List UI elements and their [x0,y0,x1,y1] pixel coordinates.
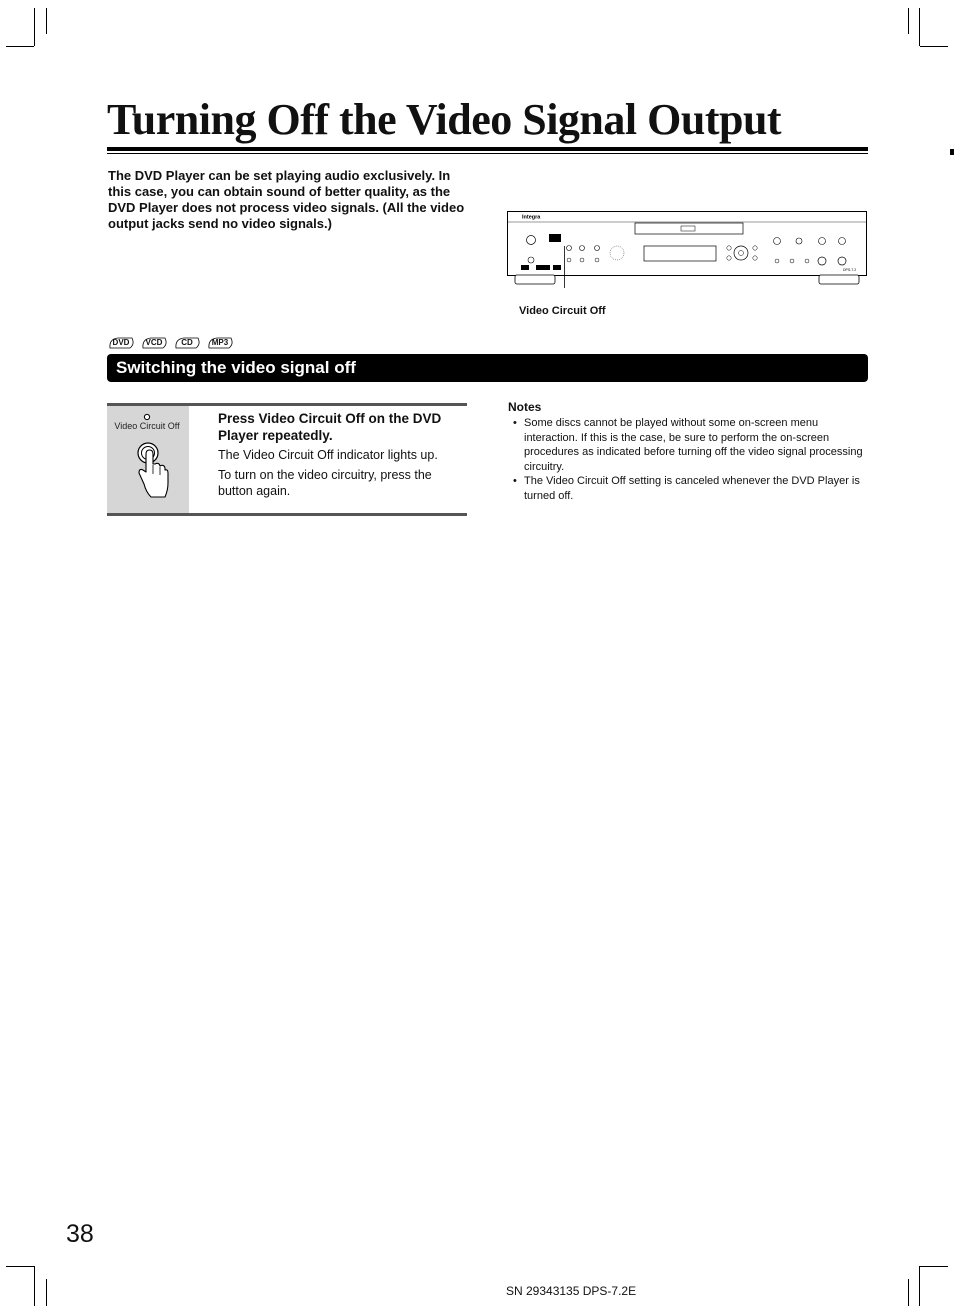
video-circuit-off-callout: Video Circuit Off [519,305,606,317]
crop-mark [920,1266,948,1267]
model-text: DPS-7.2 [843,268,857,272]
step-text: The Video Circuit Off indicator lights up. [218,448,438,462]
crop-mark [919,8,920,46]
disc-label: VCD [145,338,163,347]
crop-mark [46,1279,47,1306]
crop-mark [919,1266,920,1306]
footer-code: SN 29343135 DPS-7.2E [506,1284,637,1298]
finger-press-button-icon [133,440,173,502]
mp3-disc-icon [207,336,233,350]
crop-mark [46,8,47,34]
edge-mark [950,149,954,155]
dvd-disc-icon [108,336,134,350]
crop-mark [908,8,909,34]
crop-mark [6,46,34,47]
title-rule [107,147,868,151]
cd-disc-icon [174,336,200,350]
intro-paragraph: The DVD Player can be set playing audio exclusively. In this case, you can obtain sound of better quality, as the DVD Player does not process video signals. (All the video output jacks send no video signals.) [108,168,465,231]
note-item: • Some discs cannot be played without some on-screen menu interaction. If this is the case, be sure to perform the on-screen procedures as indicated before turning off the video signal processing circuitry. [513,416,863,474]
crop-mark [920,46,948,47]
step-heading: Press Video Circuit Off on the DVD Player repeatedly. [218,411,442,443]
section-title: Switching the video signal off [116,358,356,377]
panel-label: Video Circuit Off [114,421,180,431]
disc-label: CD [181,338,193,347]
vcd-disc-icon [141,336,167,350]
crop-mark [34,1266,35,1306]
page-title: Turning Off the Video Signal Output [107,95,782,144]
note-item: • The Video Circuit Off setting is canceled whenever the DVD Player is turned off. [513,474,863,503]
crop-mark [34,8,35,46]
notes-title: Notes [508,400,542,414]
notes-list [513,416,863,503]
step-text: To turn on the video circuitry, press the button again. [218,468,432,498]
title-rule-thin [107,153,868,154]
disc-label: MP3 [211,338,229,347]
crop-mark [6,1266,34,1267]
indicator-led-icon [143,413,151,421]
crop-mark [908,1279,909,1306]
brand-text: Integra [522,214,541,221]
dvd-player-illustration [507,210,867,288]
step-rule [107,513,467,516]
page-number: 38 [66,1220,94,1248]
disc-label: DVD [112,338,130,347]
